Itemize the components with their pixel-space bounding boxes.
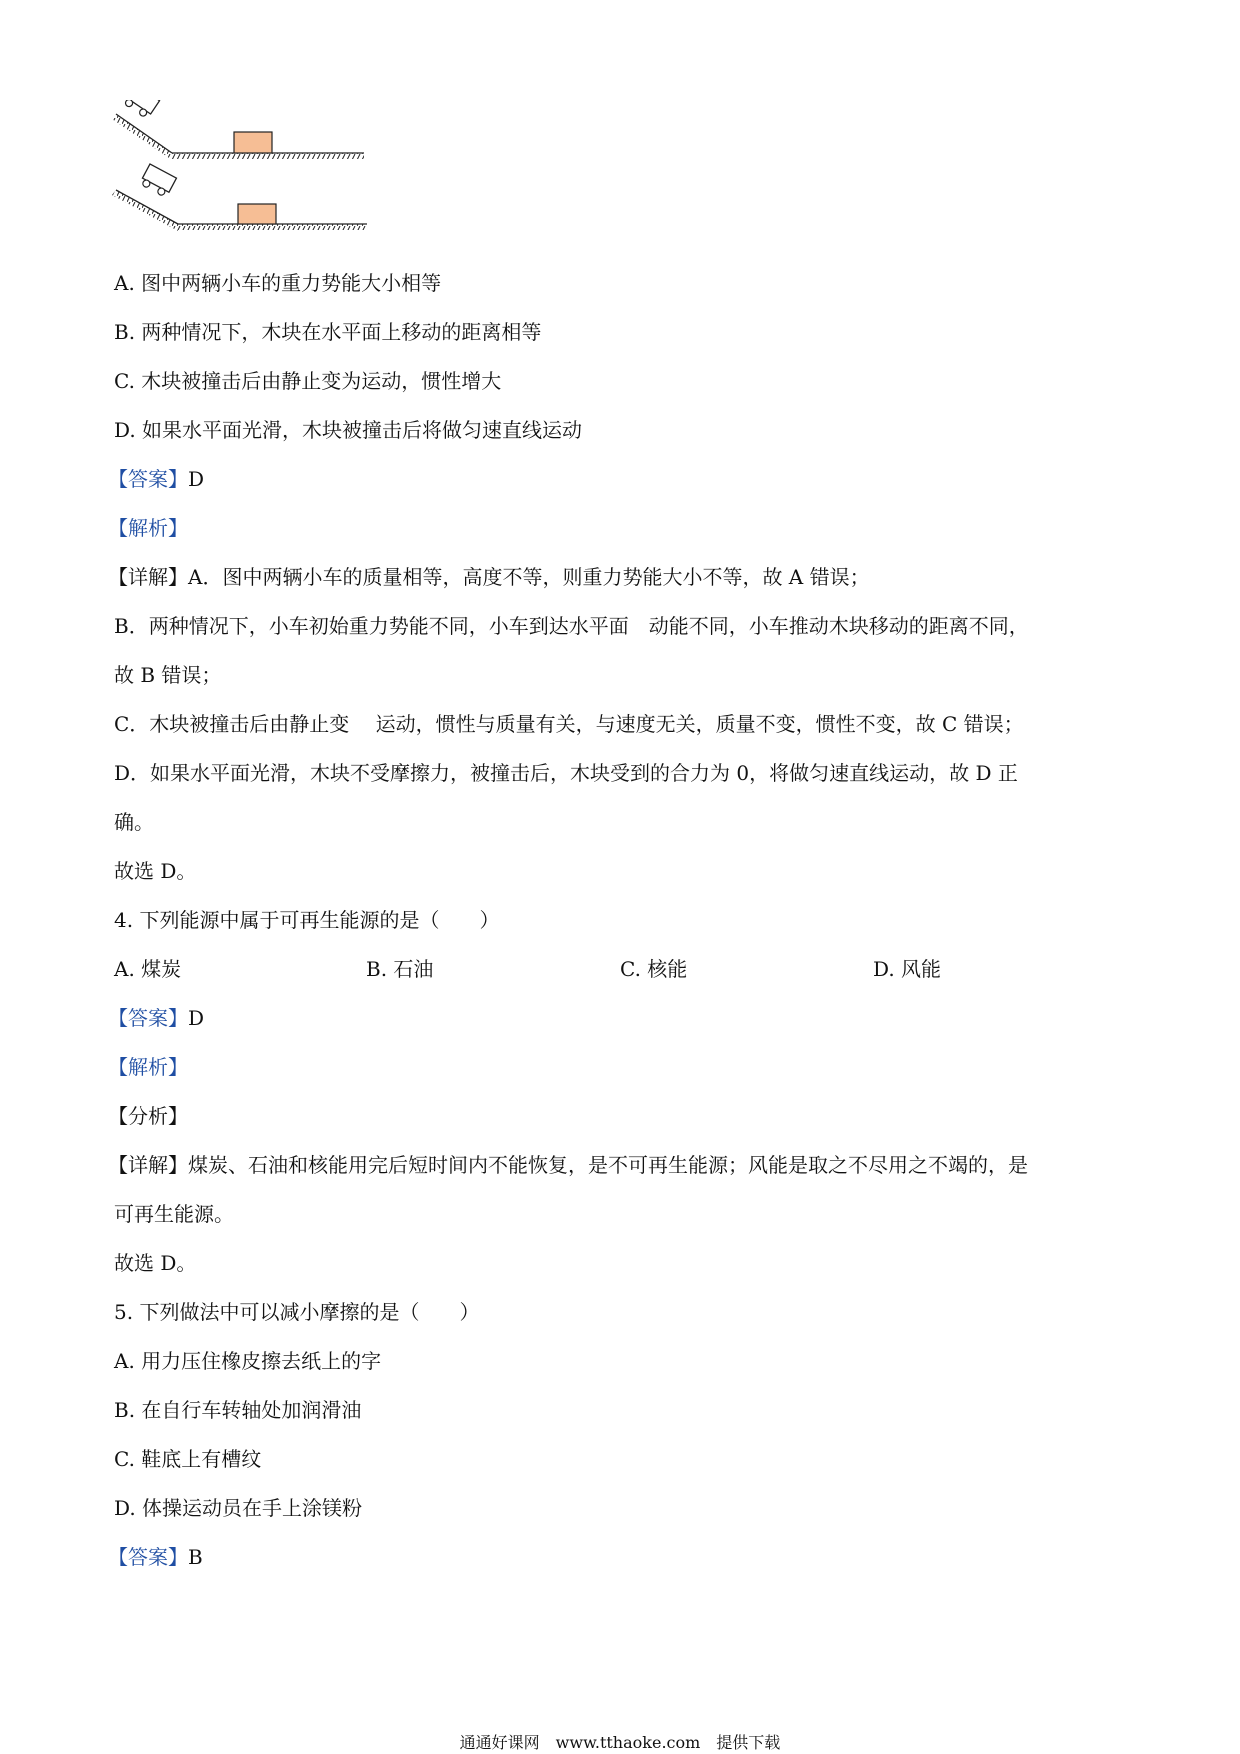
q3-option-a: A. 图中两辆小车的重力势能大小相等 <box>114 271 442 295</box>
q5-option-a: A. 用力压住橡皮擦去纸上的字 <box>114 1349 382 1373</box>
q4-option-a: A. 煤炭 <box>114 957 182 981</box>
q3-detail-line-2: B．两种情况下，小车初始重力势能不同，小车到达水平面 动能不同，小车推动木块移动的距离不同， <box>114 614 1029 638</box>
page-footer: 通通好课网 www.tthaoke.com 提供下载 <box>459 1733 781 1752</box>
q5-stem: 5. 下列做法中可以减小摩擦的是（ ） <box>114 1300 480 1324</box>
q4-stem: 4. 下列能源中属于可再生能源的是（ ） <box>114 908 500 932</box>
q3-detail-line-5: D．如果水平面光滑，木块不受摩擦力，被撞击后，木块受到的合力为 0，将做匀速直线运动，故 D 正 <box>114 761 1018 785</box>
q4-option-d: D. 风能 <box>873 957 942 981</box>
lower-wood-block <box>238 204 276 224</box>
q3-detail-line-4: C．木块被撞击后由静止变 运动，惯性与质量有关，与速度无关，质量不变，惯性不变，故 C 错误； <box>114 712 1024 736</box>
q4-answer <box>108 1004 204 1032</box>
q3-answer <box>108 465 204 493</box>
detail-tag: 【详解】 <box>108 1153 188 1177</box>
answer-value: D <box>188 467 205 491</box>
q4-detail-line-2: 可再生能源。 <box>114 1202 234 1226</box>
q4-fenxi-tag: 【分析】 <box>108 1104 188 1128</box>
answer-value: D <box>188 1006 205 1030</box>
detail-text: A．图中两辆小车的质量相等，高度不等，则重力势能大小不等，故 A 错误； <box>188 565 870 589</box>
answer-tag: 【答案】 <box>108 1545 188 1569</box>
q4-detail-line-1 <box>108 1151 1028 1179</box>
detail-tag: 【详解】 <box>108 565 188 589</box>
q4-option-c: C. 核能 <box>620 957 688 981</box>
answer-tag: 【答案】 <box>108 467 188 491</box>
upper-wood-block <box>234 132 272 153</box>
q3-option-b: B. 两种情况下，木块在水平面上移动的距离相等 <box>114 320 542 344</box>
detail-text: 煤炭、石油和核能用完后短时间内不能恢复，是不可再生能源；风能是取之不尽用之不竭的，是 <box>188 1153 1028 1177</box>
lower-setup <box>112 164 367 231</box>
q5-option-d: D. 体操运动员在手上涂镁粉 <box>114 1496 363 1520</box>
q4-analysis-tag: 【解析】 <box>108 1055 188 1079</box>
lower-cart <box>139 164 176 198</box>
q4-option-b: B. 石油 <box>366 957 434 981</box>
cart-block-figure <box>112 100 372 250</box>
q5-option-c: C. 鞋底上有槽纹 <box>114 1447 262 1471</box>
q3-conclusion: 故选 D。 <box>114 859 197 883</box>
answer-value: B <box>188 1545 203 1569</box>
q3-option-d: D. 如果水平面光滑，木块被撞击后将做匀速直线运动 <box>114 418 583 442</box>
upper-setup <box>112 100 364 160</box>
q3-detail-line-1 <box>108 563 870 591</box>
answer-tag: 【答案】 <box>108 1006 188 1030</box>
upper-cart <box>122 100 159 119</box>
q5-answer <box>108 1543 203 1571</box>
q3-detail-line-6: 确。 <box>114 810 154 834</box>
q4-conclusion: 故选 D。 <box>114 1251 197 1275</box>
q3-detail-line-3: 故 B 错误； <box>114 663 222 687</box>
q3-analysis-tag: 【解析】 <box>108 516 188 540</box>
q5-option-b: B. 在自行车转轴处加润滑油 <box>114 1398 362 1422</box>
q3-option-c: C. 木块被撞击后由静止变为运动，惯性增大 <box>114 369 502 393</box>
